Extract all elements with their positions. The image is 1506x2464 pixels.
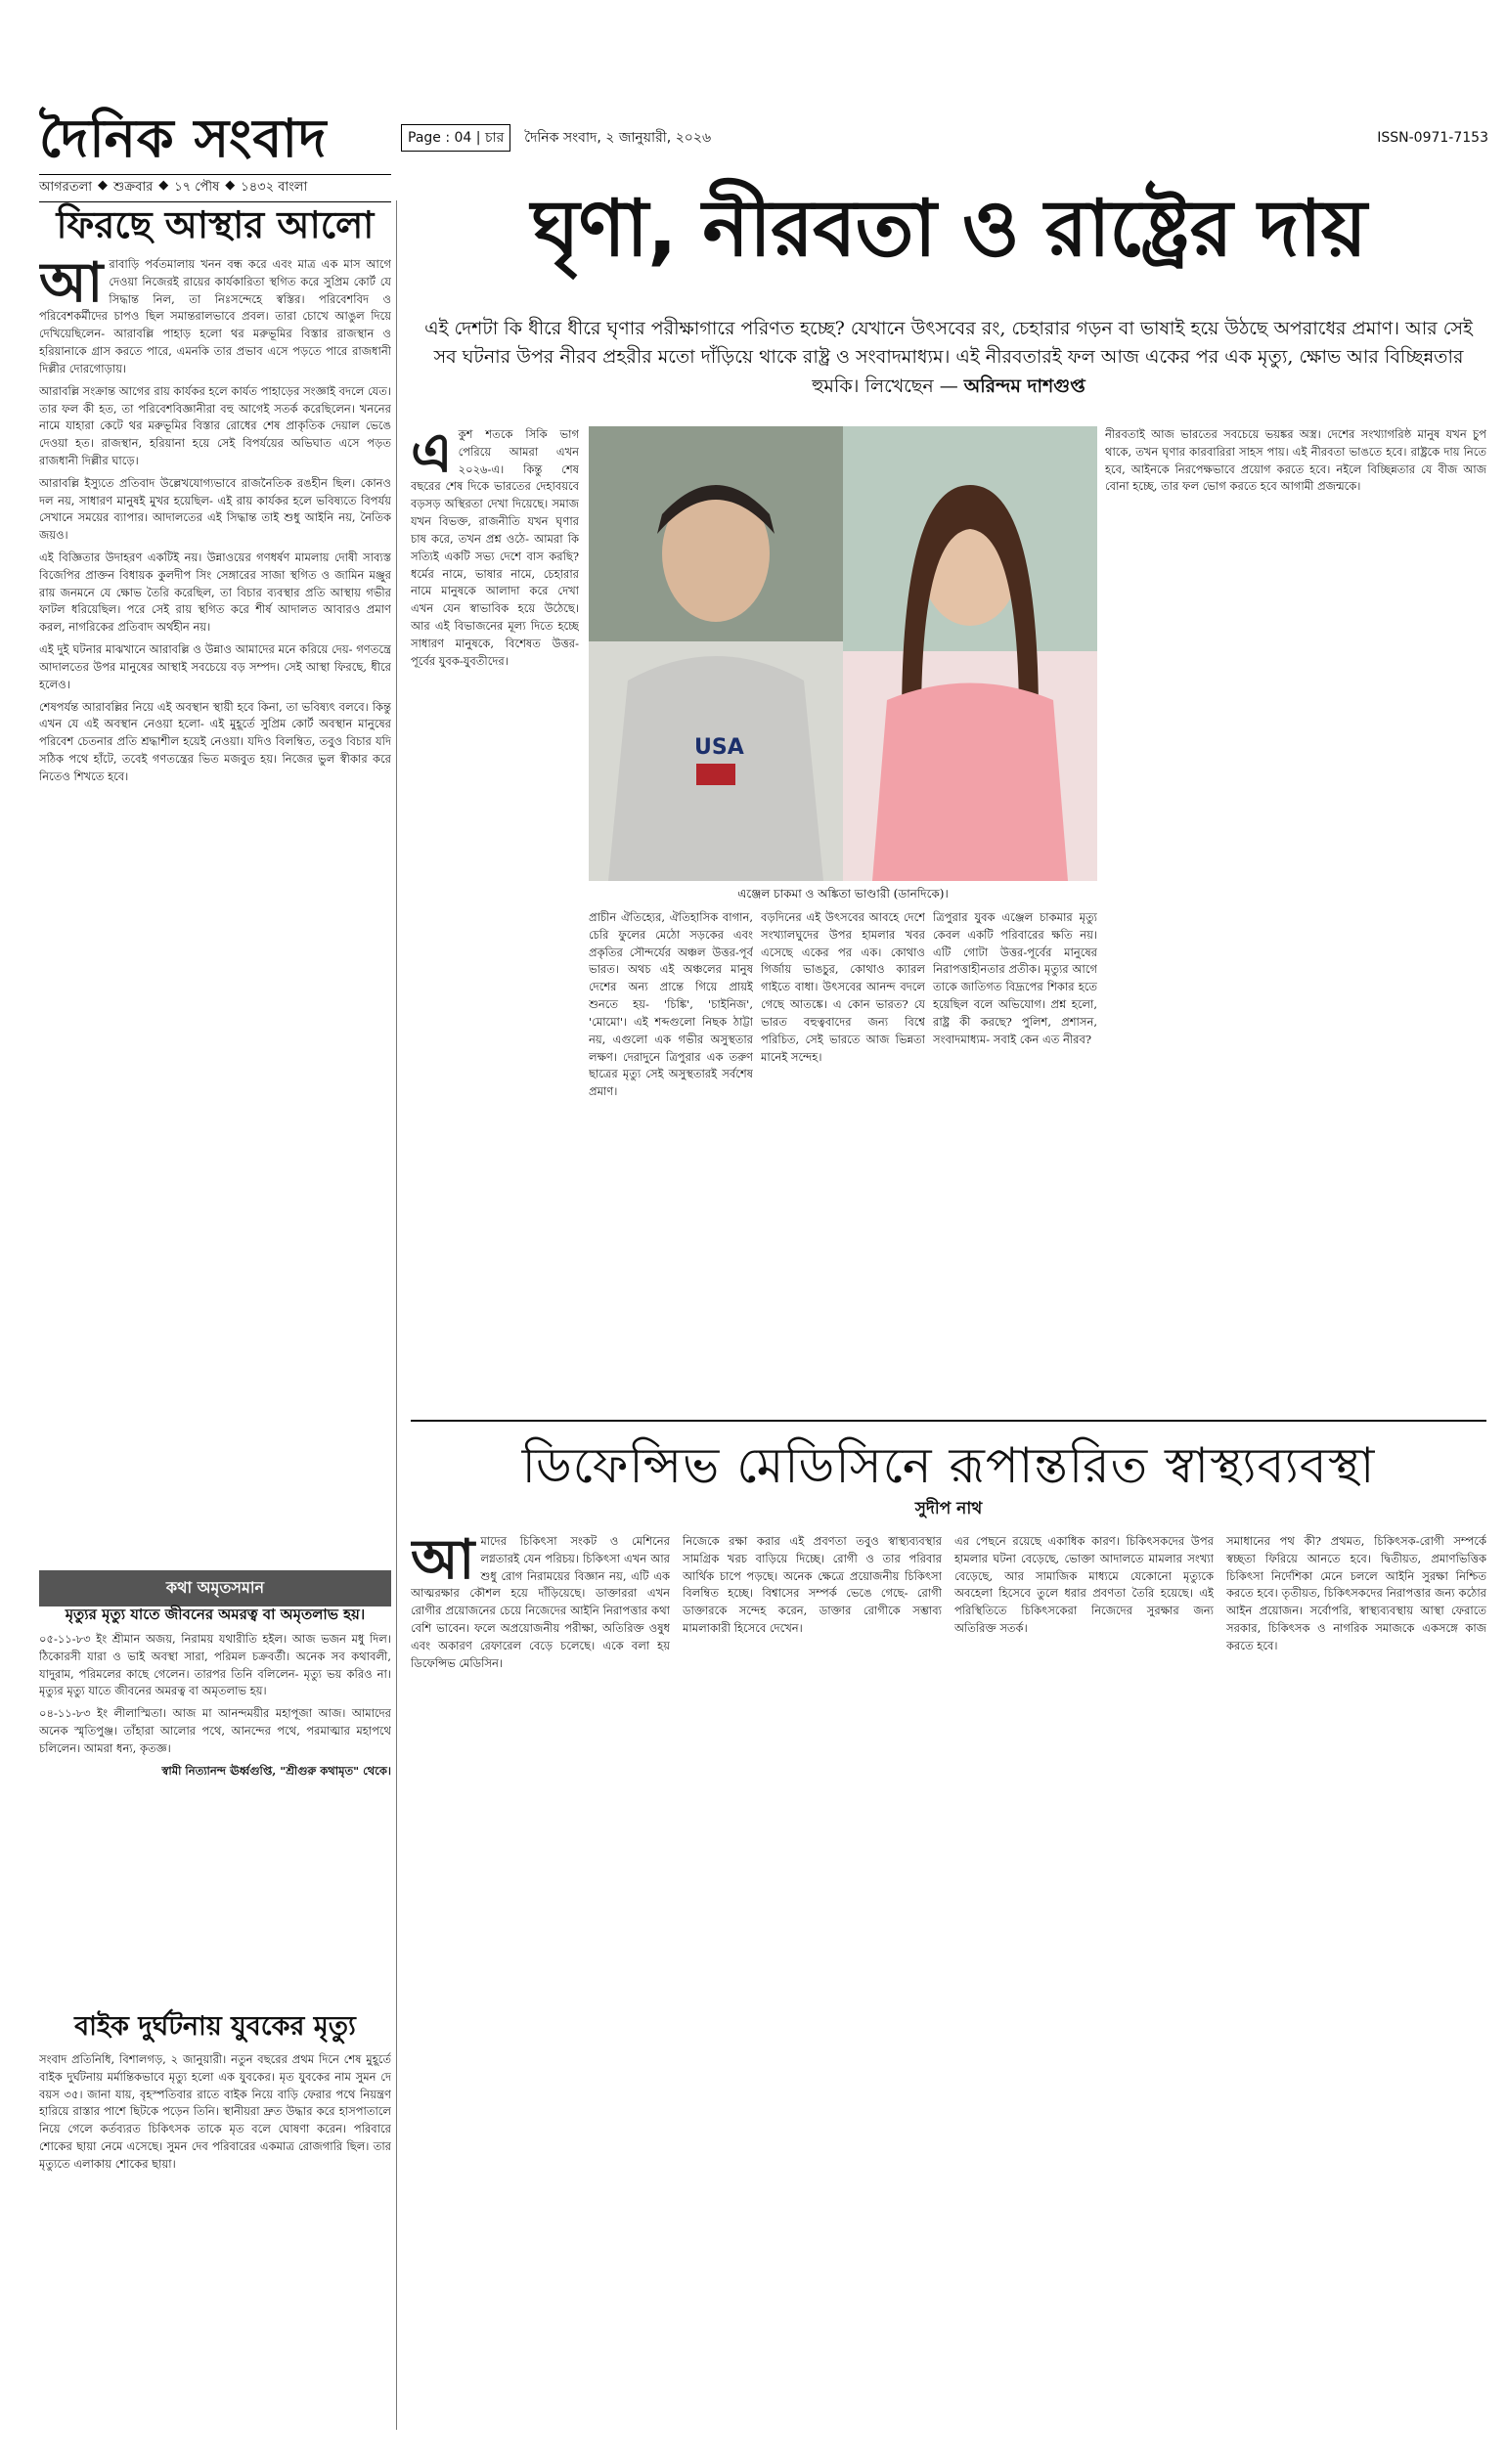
main-story-col-5	[1105, 426, 1486, 881]
paragraph: এর পেছনে রয়েছে একাধিক কারণ। চিকিৎসকদের উপর হামলার ঘটনা বেড়েছে, ভোক্তা আদালতে মামলার সংখ্যা বেড়েছে, আর সামাজিক মাধ্যমে যেকোনো মৃত্যুকে অবহেলা হিসেবে তুলে ধরার প্রবণতা তৈরি হয়েছে। এই পরিস্থিতিতে চিকিৎসকেরা নিজেদের সুরক্ষার জন্য অতিরিক্ত সতর্ক।	[954, 1534, 1214, 1636]
paragraph: ০৫-১১-৮৩ ইং শ্রীমান অজয়, নিরাময় যথারীতি হইল। আজ ভজন মধু দিল। ঠিকোরসী যারা ও ভাই অবস্থা সারা, পরিমল চক্রবর্তী। অনেক সব কথাবলী, যাদুরাম, পরিমলের কাছে গেলেন। তারপর তিনি বলিলেন- মৃত্যু ভয় করিও না। মৃত্যুর মৃত্যু যাতে জীবনের অমরত্ব বা অমৃতলাভ হয়।	[39, 1632, 391, 1698]
page-number: Page : 04 | চার	[401, 124, 510, 152]
main-story-col-3	[761, 909, 925, 1413]
paragraph: শেষপর্যন্ত আরাবল্লির নিয়ে এই অবস্থান স্থায়ী হবে কিনা, তা ভবিষ্যৎ বলবে। কিন্তু এখন যে এই অবস্থান নেওয়া হলো- এই মুহূর্তে সুপ্রিম কোর্ট অবস্থান মানুষের পরিবেশ চেতনার প্রতি শ্রদ্ধাশীল হয়েই নেওয়া। যদিও বিলম্বিত, তবুও বিচার যদি সঠিক পথে হাঁটে, তবেই গণতন্ত্রের ভিত মজবুত হয়। নিজের ভুল স্বীকার করে নিতেও শিখতে হবে।	[39, 699, 391, 783]
paragraph: সমাধানের পথ কী? প্রথমত, চিকিৎসক-রোগী সম্পর্কে স্বচ্ছতা ফিরিয়ে আনতে হবে। দ্বিতীয়ত, প্রমাণভিত্তিক চিকিৎসা নির্দেশিকা মেনে চললে আইনি সুরক্ষা নিশ্চিত করতে হবে। তৃতীয়ত, চিকিৎসকদের নিরাপত্তার জন্য কঠোর আইন প্রয়োজন। সর্বোপরি, স্বাস্থ্যব্যবস্থায় আস্থা ফেরাতে সরকার, চিকিৎসক ও নাগরিক সমাজকে একসঙ্গে কাজ করতে হবে।	[1226, 1534, 1486, 1652]
main-story-col-2	[589, 909, 753, 1413]
paragraph: ০৪-১১-৮৩ ইং লীলাস্মিতা। আজ মা আনন্দময়ীর মহাপূজা আজ। আমাদের অনেক স্মৃতিপুঞ্জ। তাঁহারা আলোর পথে, আনন্দের পথে, পরমাত্মার মহাপথে চলিলেন। আমরা ধন্য, কৃতজ্ঞ।	[39, 1706, 391, 1755]
paragraph: বড়দিনের এই উৎসবের আবহে দেশে সংখ্যালঘুদের উপর হামলার খবর এসেছে একের পর এক। কোথাও গির্জায় ভাঙচুর, কোথাও ক্যারল গাইতে বাধা। উৎসবের আনন্দ বদলে গেছে আতঙ্কে। এ কোন ভারত? যে ভারত বহুত্ববাদের জন্য বিশ্বে পরিচিত, সেই ভারতে আজ ভিন্নতা মানেই সন্দেহ।	[761, 910, 925, 1064]
dateline-day: শুক্রবার	[113, 180, 154, 195]
left-story-headline: ফিরছে আস্থার আলো	[56, 203, 375, 246]
paragraph: আরাবল্লি ইস্যুতে প্রতিবাদ উল্লেখযোগ্যভাবে রাজনৈতিক রঙহীন ছিল। কোনও দল নয়, সাধারণ মানুষই মুখর হয়েছিল- এই রায় কার্যকর হলে ভবিষ্যতে বিপর্যয় সেখানে সময়ের ব্যাপার। আদালতের এই সিদ্ধান্ত তাই শুধু আইনি নয়, নৈতিক জয়ও।	[39, 475, 391, 543]
dateline-date: ১৭ পৌষ	[174, 180, 220, 195]
dropcap: আ	[411, 1533, 475, 1592]
dropcap: এ	[411, 426, 453, 485]
paragraph: এই দুই ঘটনার মাঝখানে আরাবল্লি ও উন্নাও আমাদের মনে করিয়ে দেয়- গণতন্ত্রে আদালতের উপর মানুষের আস্থাই সবচেয়ে বড় সম্পদ। সেই আস্থা ফিরছে, ধীরে হলেও।	[39, 642, 391, 691]
accident-body	[39, 2051, 391, 2423]
paragraph: আরাবল্লি সংক্রান্ত আগের রায় কার্যকর হলে কার্যত পাহাড়ের সংজ্ঞাই বদলে যেত। তার ফল কী হত, তা পরিবেশবিজ্ঞানীরা বহু আগেই সতর্ক করেছিলেন। খননের নামে যাহারা কেটে থর মরুভূমির বিস্তার রোধের শেষ প্রাকৃতিক দেয়াল ভেঙে দেওয়া হত। রাজস্থান, হরিয়ানা হয়ে সেই বিপর্যয়ের অভিঘাত এসে পড়ত রাজধানী দিল্লীর ঘাড়ে।	[39, 383, 391, 467]
paragraph: সংবাদ প্রতিনিধি, বিশালগড়, ২ জানুয়ারী। নতুন বছরের প্রথম দিনে শেষ মুহূর্তে বাইক দুর্ঘটনায় মর্মান্তিকভাবে মৃত্যু হলো এক যুবকের। মৃত যুবকের নাম সুমন দে বয়স ৩৫। জানা যায়, বৃহস্পতিবার রাতে বাইক নিয়ে বাড়ি ফেরার পথে নিয়ন্ত্রণ হারিয়ে রাস্তার পাশে ছিটকে পড়েন তিনি। স্থানীয়রা দ্রুত উদ্ধার করে হাসপাতালে নিয়ে গেলে কর্তব্যরত চিকিৎসক তাকে মৃত বলে ঘোষণা করেন। পরিবারে শোকের ছায়া নেমে এসেছে। সুমন দেব পরিবারের একমাত্র রোজগারি ছিল। তার মৃত্যুতে এলাকায় শোকের ছায়া।	[39, 2052, 391, 2171]
running-header: দৈনিক সংবাদ, ২ জানুয়ারী, ২০২৬	[524, 130, 712, 146]
obituary-body	[39, 1631, 391, 2002]
main-story-col-4	[933, 909, 1097, 1413]
section-title: কথা অমৃতসমান	[39, 1570, 391, 1606]
photo-image	[589, 426, 1097, 881]
second-story-col-4	[1226, 1533, 1486, 2433]
second-headline: ডিফেন্সিভ মেডিসিনে রূপান্তরিত স্বাস্থ্যব্যবস্থা	[521, 1437, 1376, 1494]
page-topbar	[401, 125, 1488, 151]
issn-number: ISSN-0971-7153	[1377, 130, 1488, 146]
second-story-col-1: আমাদের চিকিৎসা সংকট ও মেশিনের লগ্নতারই যেন পরিচয়। চিকিৎসা এখন আর শুধু রোগ নিরাময়ের বিজ্ঞান নয়, এটি এক আত্মরক্ষার কৌশল হয়ে দাঁড়িয়েছে। ডাক্তাররা এখন রোগীর প্রয়োজনের চেয়ে নিজেদের আইনি নিরাপত্তার কথা বেশি ভাবেন। ফলে অপ্রয়োজনীয় পরীক্ষা, অতিরিক্ত ওষুধ এবং অকারণ রেফারেল বেড়ে চলেছে। একে বলা হয় ডিফেন্সিভ মেডিসিন।	[411, 1533, 670, 1670]
standfirst: এই দেশটা কি ধীরে ধীরে ঘৃণার পরীক্ষাগারে পরিণত হচ্ছে? যেখানে উৎসবের রং, চেহারার গড়ন বা ভাষাই হয়ে উঠছে অপরাধের প্রমাণ। আর সেই সব ঘটনার উপর নীরব প্রহরীর মতো দাঁড়িয়ে থাকে রাষ্ট্র ও সংবাদমাধ্যম। এই নীরবতারই ফল আজ একের পর এক মৃত্যু, ক্ষোভ আর বিচ্ছিন্নতার হুমকি। লিখেছেন — অরিন্দম দাশগুপ্ত	[424, 318, 1473, 397]
second-story-col-2	[683, 1533, 942, 2433]
main-story-col-1: একুশ শতকে সিকি ভাগ পেরিয়ে আমরা এখন ২০২৬-এ। কিন্তু শেষ বছরের শেষ দিকে ভারতের দেহাবয়বে বড়সড় অস্থিরতা দেখা দিয়েছে। সমাজ যখন বিভক্ত, রাজনীতি যখন ঘৃণার চাষ করে, তখন প্রশ্ন ওঠে- আমরা কি সত্যিই একটি সভ্য দেশে বাস করছি? ধর্মের নামে, ভাষার নামে, চেহারার নামে মানুষকে আলাদা করে দেখা এখন যেন স্বাভাবিক হয়ে উঠেছে। আর এই বিভাজনের মূল্য দিতে হচ্ছে সাধারণ মানুষকে, বিশেষত উত্তর-পূর্বের যুবক-যুবতীদের।	[411, 426, 579, 668]
dateline-year: ১৪৩২ বাংলা	[241, 180, 308, 195]
section-divider	[411, 1420, 1486, 1422]
dropcap: আ	[39, 256, 104, 315]
story-photo	[589, 426, 1097, 881]
newspaper-name: দৈনিক সংবাদ	[39, 108, 328, 169]
paragraph: নীরবতাই আজ ভারতের সবচেয়ে ভয়ঙ্কর অস্ত্র। দেশের সংখ্যাগরিষ্ঠ মানুষ যখন চুপ থাকে, তখন ঘৃণার কারবারিরা সাহস পায়। এই নীরবতা ভাঙতে হবে। রাষ্ট্রকে দায় নিতে হবে, আইনকে নিরপেক্ষভাবে প্রয়োগ করতে হবে। নইলে বিচ্ছিন্নতার যে বীজ আজ বোনা হচ্ছে, তার ফল ভোগ করতে হবে আগামী প্রজন্মকে।	[1105, 427, 1486, 494]
paragraph: নিজেকে রক্ষা করার এই প্রবণতা তবুও স্বাস্থ্যব্যবস্থার সামগ্রিক খরচ বাড়িয়ে দিচ্ছে। রোগী ও তার পরিবার আর্থিক চাপে পড়ছে। অনেক ক্ষেত্রে প্রয়োজনীয় চিকিৎসা বিলম্বিত হচ্ছে। বিশ্বাসের সম্পর্ক ভেঙে গেছে- রোগী ডাক্তারকে সন্দেহ করেন, ডাক্তার রোগীকে সম্ভাব্য মামলাকারী হিসেবে দেখেন।	[683, 1534, 942, 1636]
author-name: অরিন্দম দাশগুপ্ত	[963, 374, 1085, 397]
hoodie-print: USA	[694, 735, 744, 760]
paragraph: প্রাচীন ঐতিহ্যের, ঐতিহাসিক বাগান, চেরি ফুলের মেঠো সড়কের এবং প্রকৃতির সৌন্দর্যের অঞ্চল উত্তর-পূর্ব ভারত। অথচ এই অঞ্চলের মানুষ দেশের অন্য প্রান্তে গিয়ে প্রায়ই শুনতে হয়- 'চিঙ্কি', 'চাইনিজ', 'মোমো'। এই শব্দগুলো নিছক ঠাট্টা নয়, এগুলো এক গভীর অসুস্থতার লক্ষণ। দেরাদুনে ত্রিপুরার এক তরুণ ছাত্রের মৃত্যু সেই অসুস্থতারই সর্বশেষ প্রমাণ।	[589, 910, 753, 1099]
column-divider	[396, 200, 397, 2430]
obituary-headline: মৃত্যুর মৃত্যু যাতে জীবনের অমরত্ব বা অমৃতলাভ হয়।	[65, 1606, 366, 1623]
accident-headline: বাইক দুর্ঘটনায় যুবকের মৃত্যু	[74, 2011, 356, 2042]
second-author: সুদীপ নাথ	[914, 1499, 983, 1518]
second-story-col-3	[954, 1533, 1214, 2433]
left-story-body: আরাবাড়ি পর্বতমালায় খনন বন্ধ করে এবং মাত্র এক মাস আগে দেওয়া নিজেরই রায়ের কার্যকারিতা স্থগিত করে সুপ্রিম কোর্ট যে সিদ্ধান্ত নিল, তা নিঃসন্দেহে স্বস্তির। পরিবেশবিদ ও পরিবেশকর্মীদের চাপও ছিল সমান্তরালভাবে প্রবল। তারা চোখে আঙুল দিয়ে দেখিয়েছিলেন- আরাবল্লি পাহাড় হলো থর মরুভূমির বিস্তার রাজস্থান ও হরিয়ানাকে গ্রাস করতে পারে, এমনকি তার প্রভাব এসে পড়তে পারে রাজধানী দিল্লীর দোরগোড়ায়। আরাবল্লি সংক্রান্ত আগের রায় কার্যকর হলে কার্যত পাহাড়ের সংজ্ঞাই বদলে যেত। তার ফল কী হত, তা পরিবেশবিজ্ঞানীরা বহু আগেই সতর্ক করেছিলেন। খননের নামে যাহারা কেটে থর মরুভূমির বিস্তার রোধের শেষ প্রাকৃতিক দেয়াল ভেঙে দেওয়া হত। রাজস্থান, হরিয়ানা হয়ে সেই বিপর্যয়ের অভিঘাত এসে পড়ত রাজধানী দিল্লীর ঘাড়ে। আরাবল্লি ইস্যুতে প্রতিবাদ উল্লেখযোগ্যভাবে রাজনৈতিক রঙহীন ছিল। কোনও দল নয়, সাধারণ মানুষই মুখর হয়েছিল- এই রায় কার্যকর হলে ভবিষ্যতে বিপর্যয় সেখানে সময়ের ব্যাপার। আদালতের এই সিদ্ধান্ত তাই শুধু আইনি নয়, নৈতিক জয়ও। এই বিজ্ঞিতার উদাহরণ একটিই নয়। উন্নাওয়ের গণধর্ষণ মামলায় দোষী সাব্যস্ত বিজেপির প্রাক্তন বিধায়ক কুলদীপ সিং সেঙ্গারের সাজা স্থগিত ও জামিন মঞ্জুর রায় জনমনে যে ক্ষোভ তৈরি করেছিল, তা বিচার ব্যবস্থার প্রতি আস্থায় গভীর ফাটল ধরিয়েছিল। পরে সেই রায় স্থগিত করে শীর্ষ আদালত আবারও প্রমাণ করল, নাগরিকের প্রতিবাদ অর্থহীন নয়। এই দুই ঘটনার মাঝখানে আরাবল্লি ও উন্নাও আমাদের মনে করিয়ে দেয়- গণতন্ত্রে আদালতের উপর মানুষের আস্থাই সবচেয়ে বড় সম্পদ। সেই আস্থা ফিরছে, ধীরে হলেও। শেষপর্যন্ত আরাবল্লির নিয়ে এই অবস্থান স্থায়ী হবে কিনা, তা ভবিষ্যৎ বলবে। কিন্তু এখন যে এই অবস্থান নেওয়া হলো- এই মুহূর্তে সুপ্রিম কোর্ট অবস্থান মানুষের পরিবেশ চেতনার প্রতি শ্রদ্ধাশীল হয়েই নেওয়া। যদিও বিলম্বিত, তবুও বিচার যদি সঠিক পথে হাঁটে, তবেই গণতন্ত্রের ভিত মজবুত হয়। নিজের ভুল স্বীকার করে নিতেও শিখতে হবে।	[39, 256, 391, 1390]
paragraph: ত্রিপুরার যুবক এঞ্জেল চাকমার মৃত্যু কেবল একটি পরিবারের ক্ষতি নয়। এটি গোটা উত্তর-পূর্বের মানুষের নিরাপত্তাহীনতার প্রতীক। মৃত্যুর আগে তাকে জাতিগত বিদ্রূপের শিকার হতে হয়েছিল বলে অভিযোগ। প্রশ্ন হলো, রাষ্ট্র কী করছে? পুলিশ, প্রশাসন, সংবাদমাধ্যম- সবাই কেন এত নীরব?	[933, 910, 1097, 1046]
photo-caption: এঞ্জেল চাকমা ও অঙ্কিতা ভাণ্ডারী (ডানদিকে)।	[737, 887, 949, 901]
obituary-signature: স্বামী নিত্যানন্দ ঊর্ধ্বগুপ্তি, "শ্রীগুরু কথামৃত" থেকে।	[161, 1763, 391, 1778]
dateline: আগরতলা ◆ শুক্রবার ◆ ১৭ পৌষ ◆ ১৪৩২ বাংলা	[39, 174, 391, 202]
main-headline: ঘৃণা, নীরবতা ও রাষ্ট্রের দায়	[531, 183, 1366, 274]
paragraph: এই বিজ্ঞিতার উদাহরণ একটিই নয়। উন্নাওয়ের গণধর্ষণ মামলায় দোষী সাব্যস্ত বিজেপির প্রাক্তন বিধায়ক কুলদীপ সিং সেঙ্গারের সাজা স্থগিত ও জামিন মঞ্জুর রায় জনমনে যে ক্ষোভ তৈরি করেছিল, তা বিচার ব্যবস্থার প্রতি আস্থায় গভীর ফাটল ধরিয়েছিল। পরে সেই রায় স্থগিত করে শীর্ষ আদালত আবারও প্রমাণ করল, নাগরিকের প্রতিবাদ অর্থহীন নয়।	[39, 550, 391, 635]
dateline-place: আগরতলা	[39, 180, 93, 195]
